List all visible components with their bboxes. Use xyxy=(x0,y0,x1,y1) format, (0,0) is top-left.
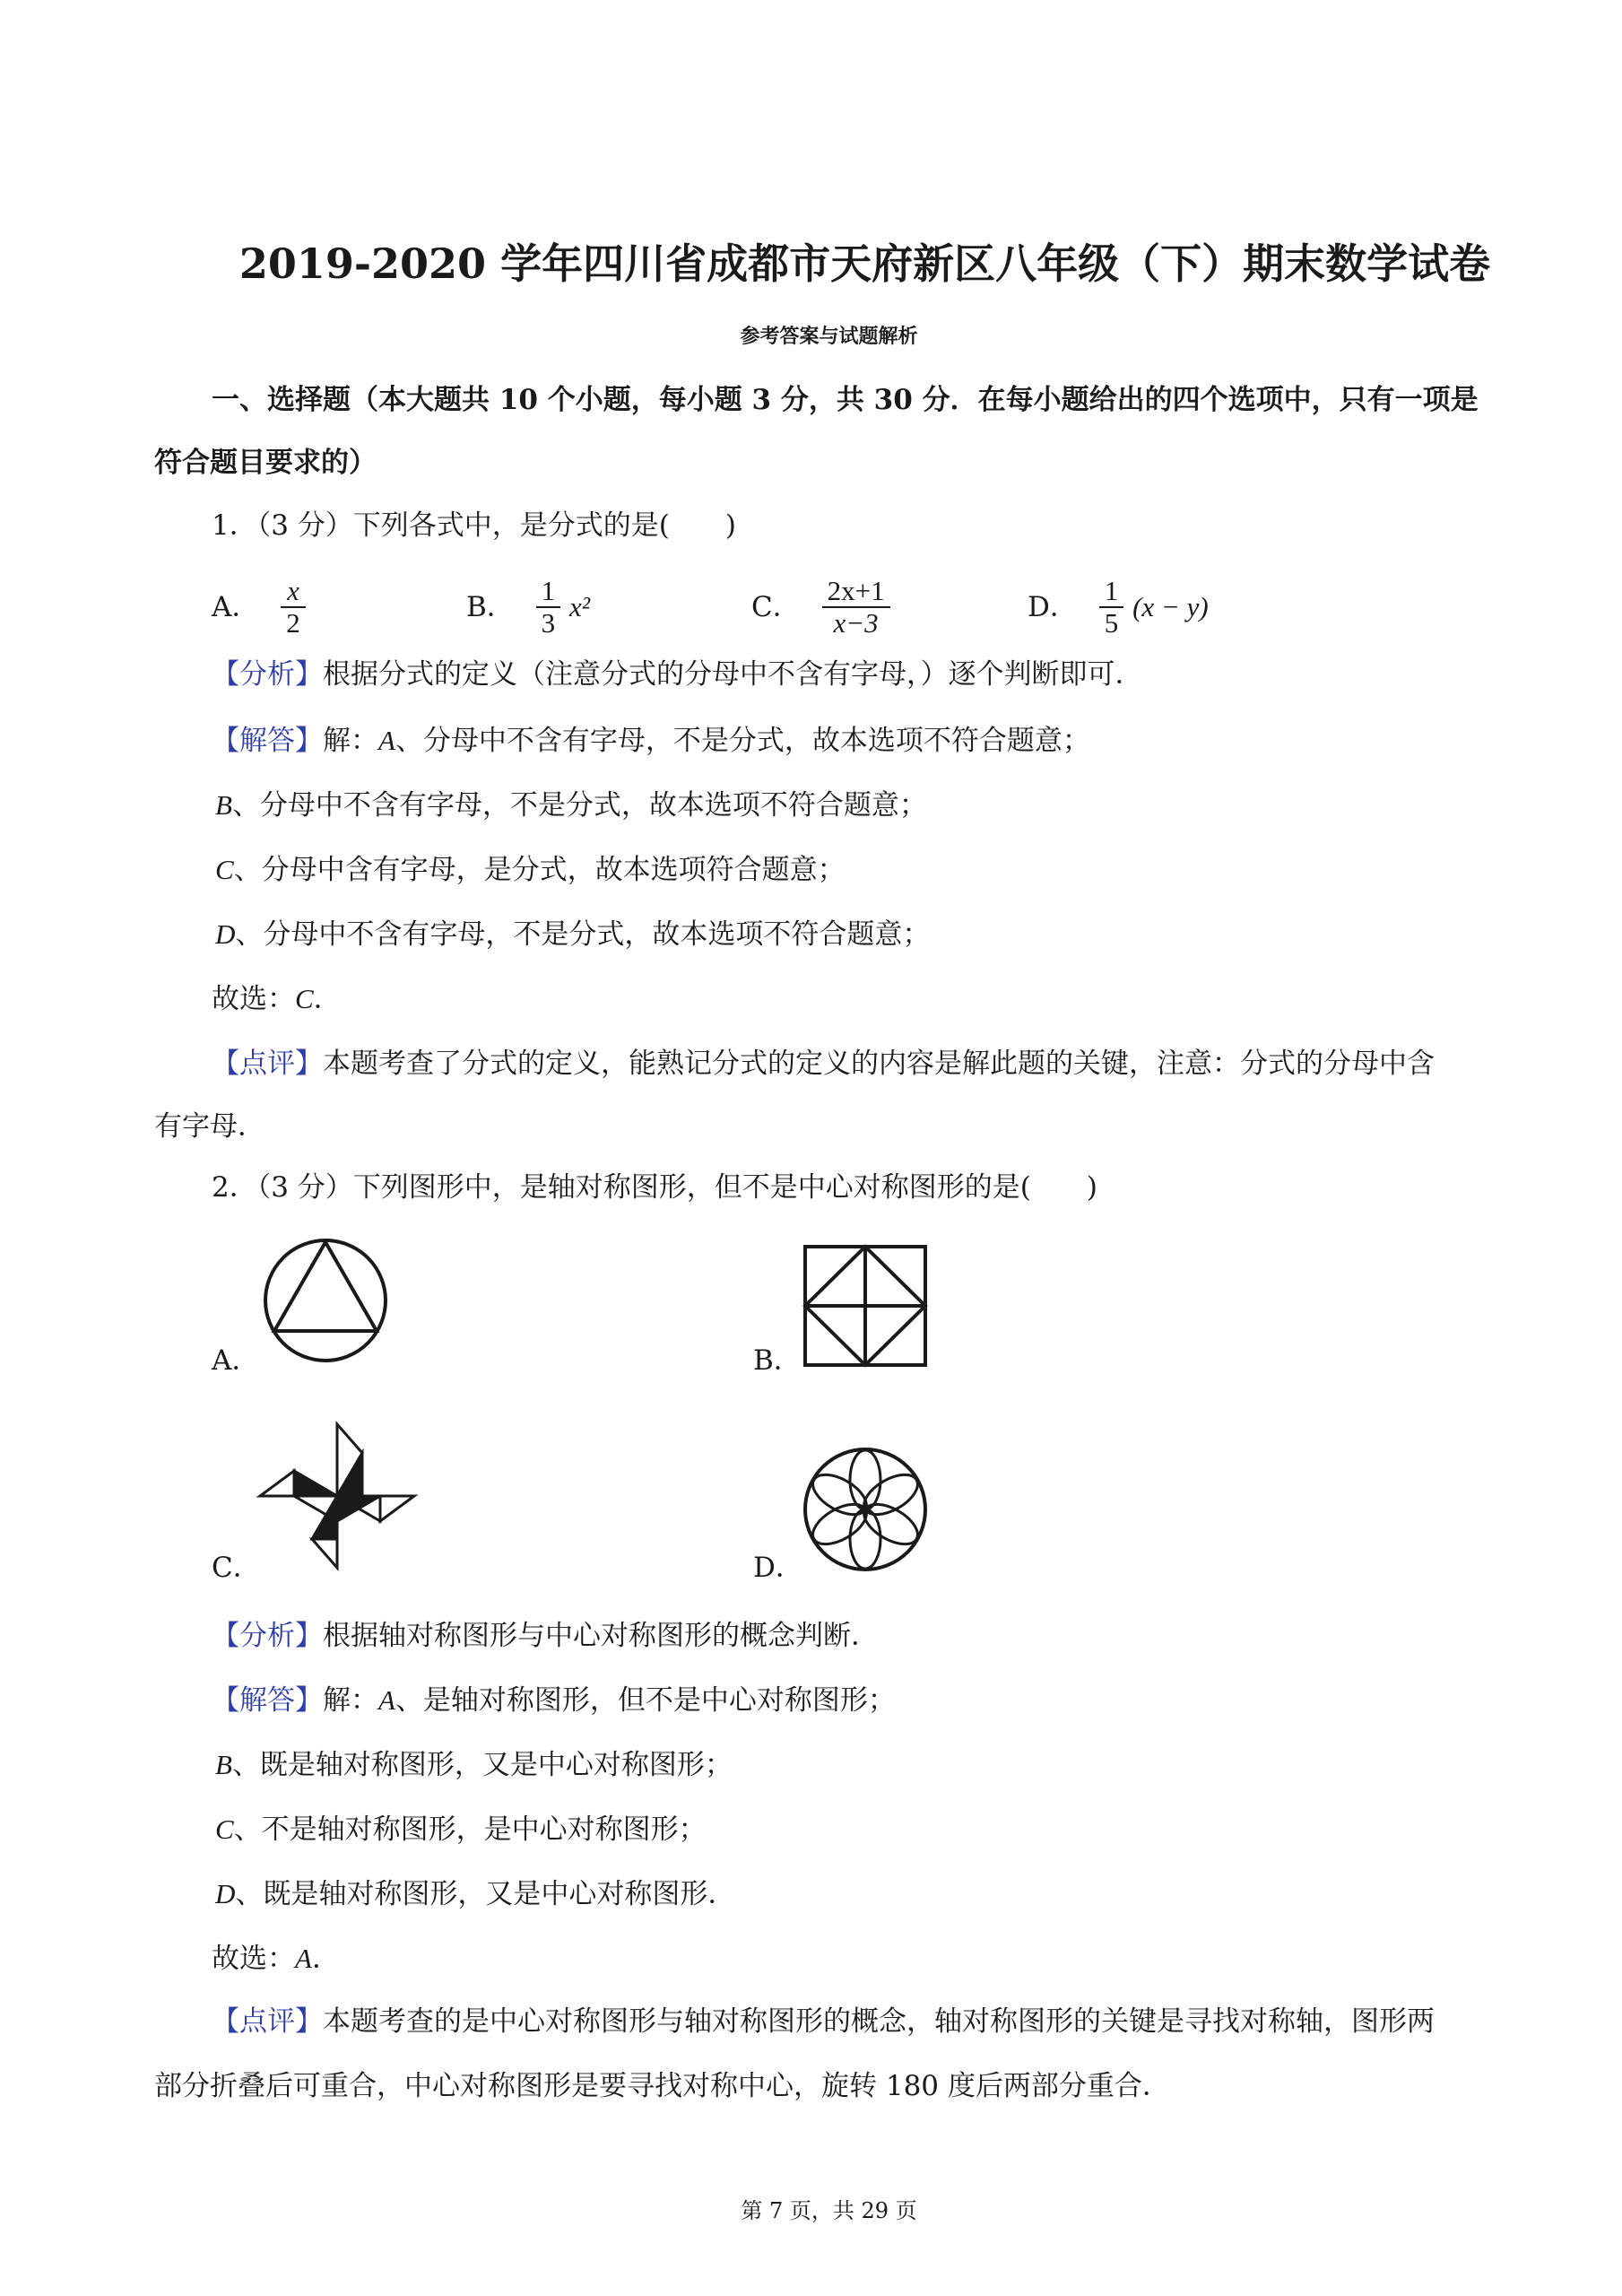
q1-option-a xyxy=(212,576,306,639)
q2-sol-c-letter: C xyxy=(215,1813,234,1845)
q2-choice-prefix: 故选： xyxy=(212,1943,295,1975)
q1-choice xyxy=(212,981,342,1017)
q2-solution-tag: 【解答】 xyxy=(212,1684,323,1717)
q1-sol-a-text: 、分母中不含有字母，不是分式，故本选项不符合题意； xyxy=(395,725,1090,757)
q2-sol-c-text: 、不是轴对称图形，是中心对称图形； xyxy=(233,1813,707,1846)
q1-analysis-text: 根据分式的定义（注意分式的分母中不含有字母，）逐个判断即可． xyxy=(323,658,1143,691)
page-subtitle: 参考答案与试题解析 xyxy=(740,325,918,348)
q2-figure-c xyxy=(256,1415,418,1577)
q2-analysis xyxy=(212,1618,879,1654)
q2-analysis-text: 根据轴对称图形与中心对称图形的概念判断． xyxy=(323,1620,879,1652)
q1-option-b-fraction xyxy=(536,576,561,639)
q1-solution-intro: 解： xyxy=(323,725,378,757)
q2-figure-c-label: C． xyxy=(212,1552,261,1584)
q2-sol-b-letter: B xyxy=(215,1749,232,1780)
q2-stem: 2．（3 分）下列图形中，是轴对称图形，但不是中心对称图形的是( ) xyxy=(212,1171,1097,1204)
q2-sol-d-letter: D xyxy=(215,1878,236,1909)
q1-option-d-numerator: 1 xyxy=(1099,576,1124,608)
q2-solution-intro: 解： xyxy=(323,1684,378,1717)
q1-sol-b-text: 、分母中不含有字母，不是分式，故本选项不符合题意； xyxy=(231,789,927,822)
q2-figure-a-label: A． xyxy=(212,1344,260,1377)
q2-comment-tag: 【点评】 xyxy=(212,2005,323,2038)
q1-option-a-denominator: 2 xyxy=(286,607,300,639)
q1-option-b-term: x² xyxy=(569,591,591,622)
q1-sol-c xyxy=(215,852,846,888)
q1-option-b-numerator: 1 xyxy=(536,576,561,608)
q2-figure-b xyxy=(803,1245,927,1367)
q2-sol-a-text: 、是轴对称图形，但不是中心对称图形； xyxy=(395,1684,896,1717)
q1-solution-tag: 【解答】 xyxy=(212,725,323,757)
q2-sol-a-letter: A xyxy=(378,1684,395,1716)
q1-option-c xyxy=(751,576,890,639)
q1-choice-letter: C xyxy=(295,983,314,1014)
q1-option-a-numerator: x xyxy=(281,576,306,608)
q1-stem: 1．（3 分）下列各式中，是分式的是( ) xyxy=(212,509,736,542)
q1-sol-a-letter: A xyxy=(378,725,395,756)
q1-analysis-tag: 【分析】 xyxy=(212,658,323,691)
q1-sol-b xyxy=(215,787,927,823)
q1-option-a-fraction xyxy=(281,576,306,639)
q1-sol-b-letter: B xyxy=(215,789,232,821)
q1-analysis xyxy=(212,657,1143,692)
page-footer: 第 7 页，共 29 页 xyxy=(741,2198,917,2223)
q1-option-b xyxy=(466,576,590,639)
q1-option-d-label: D． xyxy=(1028,591,1078,623)
q1-comment-line2: 有字母． xyxy=(154,1110,265,1143)
q1-option-c-numerator: 2x+1 xyxy=(822,576,890,608)
section-heading-line2: 符合题目要求的） xyxy=(154,447,377,479)
q2-comment-line2: 部分折叠后可重合，中心对称图形是要寻找对称中心，旋转 180 度后两部分重合． xyxy=(154,2070,1170,2102)
q1-option-b-label: B． xyxy=(466,591,515,623)
q2-figure-d xyxy=(802,1446,929,1573)
q1-solution xyxy=(212,723,1090,759)
q2-sol-b xyxy=(215,1747,733,1783)
q2-comment-line1: 本题考查的是中心对称图形与轴对称图形的概念，轴对称图形的关键是寻找对称轴，图形两 xyxy=(323,2005,1435,2038)
q2-sol-d-text: 、既是轴对称图形，又是中心对称图形． xyxy=(235,1878,736,1910)
q2-solution xyxy=(212,1683,896,1718)
q1-sol-c-text: 、分母中含有字母，是分式，故本选项符合题意； xyxy=(233,854,846,886)
q1-option-d xyxy=(1028,576,1209,639)
q1-choice-suffix: ． xyxy=(313,983,342,1015)
q1-option-b-denominator: 3 xyxy=(541,607,556,639)
q2-figure-d-label: D． xyxy=(753,1552,803,1584)
q2-choice xyxy=(212,1941,340,1977)
q2-choice-letter: A xyxy=(295,1943,312,1974)
q1-sol-d xyxy=(215,917,930,952)
q1-comment-line1: 本题考查了分式的定义，能熟记分式的定义的内容是解此题的关键，注意：分式的分母中含 xyxy=(323,1048,1435,1080)
q2-analysis-tag: 【分析】 xyxy=(212,1620,323,1652)
q1-option-c-fraction xyxy=(822,576,890,639)
q1-choice-prefix: 故选： xyxy=(212,983,295,1015)
page-title: 2019-2020 学年四川省成都市天府新区八年级（下）期末数学试卷 xyxy=(239,239,1491,288)
q1-sol-d-letter: D xyxy=(215,918,236,950)
q2-figure-a xyxy=(262,1236,389,1365)
q1-option-a-label: A． xyxy=(212,591,260,623)
q2-sol-b-text: 、既是轴对称图形，又是中心对称图形； xyxy=(231,1749,733,1781)
q1-comment xyxy=(212,1046,1435,1082)
q1-comment-tag: 【点评】 xyxy=(212,1048,323,1080)
q1-option-d-term: (x − y) xyxy=(1132,591,1209,622)
q1-option-d-denominator: 5 xyxy=(1104,607,1119,639)
q1-option-d-fraction xyxy=(1099,576,1124,639)
q1-sol-d-text: 、分母中不含有字母，不是分式，故本选项不符合题意； xyxy=(235,918,931,951)
q2-sol-c xyxy=(215,1812,707,1848)
q1-option-c-denominator: x−3 xyxy=(833,607,879,639)
section-heading-line1: 一、选择题（本大题共 10 个小题，每小题 3 分，共 30 分．在每小题给出的四个选项中，只有一项是 xyxy=(212,384,1479,416)
q2-choice-suffix: ． xyxy=(311,1943,340,1975)
q2-sol-d xyxy=(215,1876,735,1912)
q2-figure-b-label: B． xyxy=(753,1344,802,1377)
q1-sol-c-letter: C xyxy=(215,854,234,885)
q2-comment xyxy=(212,2004,1435,2039)
q1-option-c-label: C． xyxy=(751,591,801,623)
